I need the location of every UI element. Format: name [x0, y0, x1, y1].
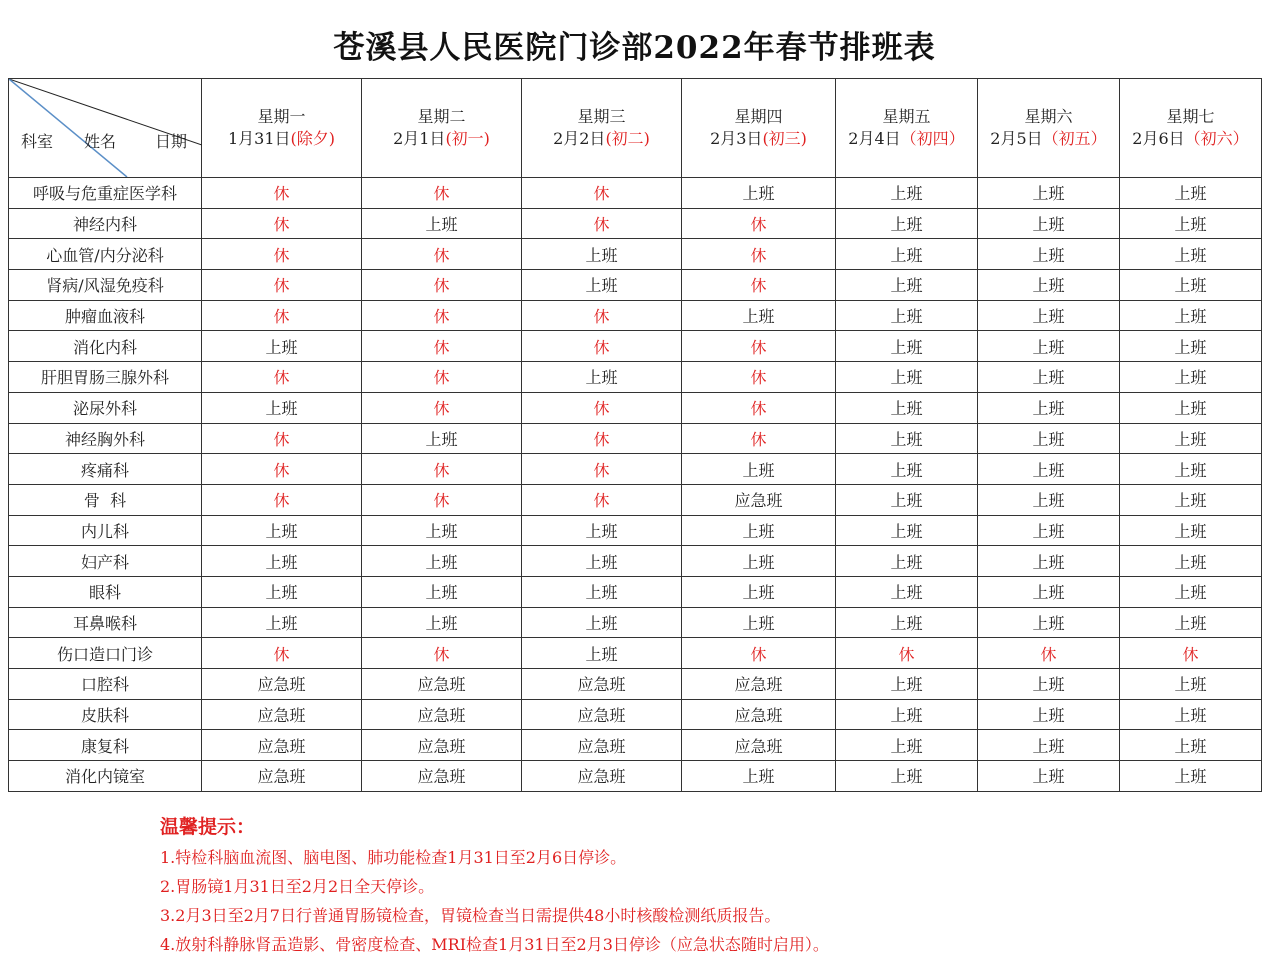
shift-cell: 休	[362, 178, 522, 209]
shift-cell: 休	[522, 208, 682, 239]
shift-cell: 上班	[978, 392, 1120, 423]
dept-cell: 耳鼻喉科	[9, 607, 202, 638]
day-header-4: 星期四 2月3日(初三)	[682, 79, 836, 178]
shift-cell: 上班	[1120, 761, 1262, 792]
shift-cell: 应急班	[202, 761, 362, 792]
shift-cell: 休	[362, 300, 522, 331]
note-item-3: 3.2月3日至2月7日行普通胃肠镜检查，胃镜检查当日需提供48小时核酸检测纸质报告。	[160, 906, 781, 925]
shift-cell: 上班	[1120, 454, 1262, 485]
shift-cell: 上班	[836, 423, 978, 454]
shift-cell: 休	[202, 178, 362, 209]
table-row	[9, 607, 1262, 638]
note-item-1: 1.特检科脑血流图、脑电图、肺功能检查1月31日至2月6日停诊。	[160, 848, 627, 867]
shift-cell: 上班	[202, 576, 362, 607]
shift-cell: 休	[202, 638, 362, 669]
table-row	[9, 761, 1262, 792]
shift-cell: 上班	[978, 270, 1120, 301]
shift-cell: 休	[362, 362, 522, 393]
shift-cell: 上班	[1120, 208, 1262, 239]
page-title: 苍溪县人民医院门诊部2022年春节排班表	[333, 30, 936, 66]
shift-cell: 休	[362, 392, 522, 423]
shift-cell: 上班	[362, 576, 522, 607]
shift-cell: 上班	[836, 239, 978, 270]
table-row	[9, 576, 1262, 607]
table-row	[9, 546, 1262, 577]
shift-cell: 应急班	[202, 699, 362, 730]
shift-cell: 上班	[522, 607, 682, 638]
shift-cell: 休	[522, 454, 682, 485]
shift-cell: 上班	[522, 546, 682, 577]
shift-cell: 休	[836, 638, 978, 669]
shift-cell: 休	[202, 454, 362, 485]
shift-cell: 上班	[978, 362, 1120, 393]
corner-date-label: 日期	[155, 132, 188, 151]
shift-cell: 休	[682, 362, 836, 393]
shift-cell: 休	[362, 638, 522, 669]
shift-cell: 上班	[682, 761, 836, 792]
shift-cell: 休	[682, 331, 836, 362]
shift-cell: 休	[1120, 638, 1262, 669]
dept-cell: 肿瘤血液科	[9, 300, 202, 331]
shift-cell: 上班	[978, 576, 1120, 607]
notes-section	[160, 812, 829, 959]
shift-cell: 应急班	[522, 669, 682, 700]
shift-cell: 上班	[202, 331, 362, 362]
note-item-2: 2.胃肠镜1月31日至2月2日全天停诊。	[160, 877, 435, 896]
table-row	[9, 362, 1262, 393]
shift-cell: 上班	[836, 300, 978, 331]
table-row	[9, 208, 1262, 239]
shift-cell: 休	[682, 423, 836, 454]
shift-cell: 上班	[978, 730, 1120, 761]
table-row	[9, 331, 1262, 362]
dept-cell: 肝胆胃肠三腺外科	[9, 362, 202, 393]
dept-cell: 康复科	[9, 730, 202, 761]
table-row	[9, 484, 1262, 515]
shift-cell: 上班	[1120, 576, 1262, 607]
shift-cell: 休	[682, 239, 836, 270]
corner-dept-label: 科室	[21, 132, 54, 151]
shift-cell: 上班	[1120, 300, 1262, 331]
shift-cell: 休	[522, 300, 682, 331]
shift-cell: 休	[362, 331, 522, 362]
shift-cell: 休	[202, 423, 362, 454]
shift-cell: 上班	[522, 515, 682, 546]
table-row	[9, 730, 1262, 761]
shift-cell: 上班	[978, 699, 1120, 730]
shift-cell: 应急班	[682, 730, 836, 761]
dept-cell: 神经胸外科	[9, 423, 202, 454]
table-row	[9, 454, 1262, 485]
shift-cell: 上班	[978, 331, 1120, 362]
shift-cell: 上班	[836, 331, 978, 362]
shift-cell: 上班	[522, 270, 682, 301]
shift-cell: 上班	[202, 546, 362, 577]
dept-cell: 肾病/风湿免疫科	[9, 270, 202, 301]
dept-cell: 消化内科	[9, 331, 202, 362]
dept-cell: 泌尿外科	[9, 392, 202, 423]
table-row	[9, 423, 1262, 454]
shift-cell: 应急班	[682, 669, 836, 700]
dept-cell: 口腔科	[9, 669, 202, 700]
shift-cell: 休	[202, 362, 362, 393]
dept-cell: 呼吸与危重症医学科	[9, 178, 202, 209]
shift-cell: 上班	[1120, 362, 1262, 393]
shift-cell: 上班	[1120, 607, 1262, 638]
shift-cell: 上班	[1120, 669, 1262, 700]
table-row	[9, 178, 1262, 209]
table-row	[9, 270, 1262, 301]
shift-cell: 上班	[978, 669, 1120, 700]
shift-cell: 休	[682, 392, 836, 423]
shift-cell: 上班	[978, 607, 1120, 638]
day-header-7: 星期七 2月6日（初六）	[1120, 79, 1262, 178]
shift-cell: 上班	[1120, 699, 1262, 730]
shift-cell: 上班	[1120, 730, 1262, 761]
shift-cell: 休	[522, 423, 682, 454]
dept-cell: 眼科	[9, 576, 202, 607]
shift-cell: 上班	[978, 484, 1120, 515]
shift-cell: 上班	[522, 362, 682, 393]
shift-cell: 上班	[836, 270, 978, 301]
shift-cell: 应急班	[202, 669, 362, 700]
shift-cell: 上班	[1120, 515, 1262, 546]
shift-cell: 上班	[836, 515, 978, 546]
shift-cell: 上班	[1120, 239, 1262, 270]
shift-cell: 上班	[1120, 178, 1262, 209]
table-row	[9, 392, 1262, 423]
day-header-3: 星期三 2月2日(初二)	[522, 79, 682, 178]
shift-cell: 上班	[836, 669, 978, 700]
shift-cell: 应急班	[362, 761, 522, 792]
shift-cell: 上班	[362, 546, 522, 577]
shift-cell: 上班	[836, 761, 978, 792]
schedule-table	[8, 78, 1262, 792]
shift-cell: 休	[522, 484, 682, 515]
shift-cell: 上班	[978, 454, 1120, 485]
shift-cell: 上班	[682, 607, 836, 638]
table-row	[9, 300, 1262, 331]
shift-cell: 上班	[522, 239, 682, 270]
shift-cell: 上班	[836, 392, 978, 423]
shift-cell: 上班	[978, 761, 1120, 792]
shift-cell: 上班	[836, 699, 978, 730]
shift-cell: 休	[522, 331, 682, 362]
shift-cell: 上班	[1120, 546, 1262, 577]
shift-cell: 上班	[836, 484, 978, 515]
shift-cell: 上班	[202, 607, 362, 638]
shift-cell: 休	[362, 484, 522, 515]
dept-cell: 骨 科	[9, 484, 202, 515]
shift-cell: 应急班	[522, 699, 682, 730]
shift-cell: 上班	[836, 730, 978, 761]
corner-header-cell	[9, 79, 202, 178]
shift-cell: 休	[202, 300, 362, 331]
shift-cell: 上班	[682, 515, 836, 546]
notes-heading: 温馨提示：	[160, 816, 256, 838]
shift-cell: 上班	[362, 607, 522, 638]
table-row	[9, 515, 1262, 546]
shift-cell: 上班	[682, 454, 836, 485]
shift-cell: 上班	[682, 178, 836, 209]
note-item-4: 4.放射科静脉肾盂造影、骨密度检查、MRI检查1月31日至2月3日停诊（应急状态随时启用）。	[160, 935, 829, 954]
shift-cell: 上班	[1120, 331, 1262, 362]
shift-cell: 上班	[1120, 392, 1262, 423]
dept-cell: 消化内镜室	[9, 761, 202, 792]
table-row	[9, 638, 1262, 669]
shift-cell: 上班	[682, 300, 836, 331]
shift-cell: 休	[522, 178, 682, 209]
shift-cell: 上班	[836, 607, 978, 638]
shift-cell: 上班	[836, 208, 978, 239]
shift-cell: 上班	[978, 515, 1120, 546]
day-header-1: 星期一 1月31日(除夕)	[202, 79, 362, 178]
day-header-2: 星期二 2月1日(初一)	[362, 79, 522, 178]
shift-cell: 应急班	[362, 669, 522, 700]
shift-cell: 上班	[978, 178, 1120, 209]
shift-cell: 休	[362, 454, 522, 485]
dept-cell: 皮肤科	[9, 699, 202, 730]
shift-cell: 休	[362, 239, 522, 270]
shift-cell: 上班	[836, 576, 978, 607]
shift-cell: 休	[362, 270, 522, 301]
shift-cell: 上班	[362, 515, 522, 546]
shift-cell: 休	[202, 270, 362, 301]
shift-cell: 应急班	[202, 730, 362, 761]
shift-cell: 上班	[836, 454, 978, 485]
shift-cell: 上班	[202, 392, 362, 423]
shift-cell: 休	[682, 208, 836, 239]
shift-cell: 上班	[836, 546, 978, 577]
shift-cell: 上班	[522, 576, 682, 607]
shift-cell: 上班	[978, 208, 1120, 239]
header-row	[9, 79, 1262, 178]
day-header-6: 星期六 2月5日（初五）	[978, 79, 1120, 178]
shift-cell: 上班	[1120, 270, 1262, 301]
shift-cell: 应急班	[362, 730, 522, 761]
dept-cell: 妇产科	[9, 546, 202, 577]
shift-cell: 上班	[1120, 484, 1262, 515]
shift-cell: 应急班	[522, 761, 682, 792]
shift-cell: 休	[682, 638, 836, 669]
table-row	[9, 669, 1262, 700]
shift-cell: 休	[202, 239, 362, 270]
schedule-body	[9, 178, 1262, 792]
shift-cell: 上班	[978, 423, 1120, 454]
shift-cell: 休	[202, 484, 362, 515]
shift-cell: 上班	[836, 362, 978, 393]
shift-cell: 上班	[362, 208, 522, 239]
day-header-5: 星期五 2月4日（初四）	[836, 79, 978, 178]
shift-cell: 上班	[978, 546, 1120, 577]
dept-cell: 伤口造口门诊	[9, 638, 202, 669]
shift-cell: 应急班	[682, 484, 836, 515]
shift-cell: 上班	[836, 178, 978, 209]
shift-cell: 休	[202, 208, 362, 239]
shift-cell: 上班	[1120, 423, 1262, 454]
shift-cell: 上班	[978, 239, 1120, 270]
shift-cell: 休	[682, 270, 836, 301]
dept-cell: 神经内科	[9, 208, 202, 239]
shift-cell: 上班	[202, 515, 362, 546]
dept-cell: 内儿科	[9, 515, 202, 546]
corner-name-label: 姓名	[84, 132, 117, 151]
shift-cell: 应急班	[362, 699, 522, 730]
shift-cell: 上班	[362, 423, 522, 454]
shift-cell: 上班	[978, 300, 1120, 331]
shift-cell: 上班	[522, 638, 682, 669]
table-row	[9, 239, 1262, 270]
shift-cell: 休	[978, 638, 1120, 669]
dept-cell: 疼痛科	[9, 454, 202, 485]
shift-cell: 应急班	[522, 730, 682, 761]
shift-cell: 上班	[682, 546, 836, 577]
dept-cell: 心血管/内分泌科	[9, 239, 202, 270]
table-row	[9, 699, 1262, 730]
shift-cell: 应急班	[682, 699, 836, 730]
corner-diagonal-lines	[9, 79, 202, 177]
shift-cell: 休	[522, 392, 682, 423]
shift-cell: 上班	[682, 576, 836, 607]
